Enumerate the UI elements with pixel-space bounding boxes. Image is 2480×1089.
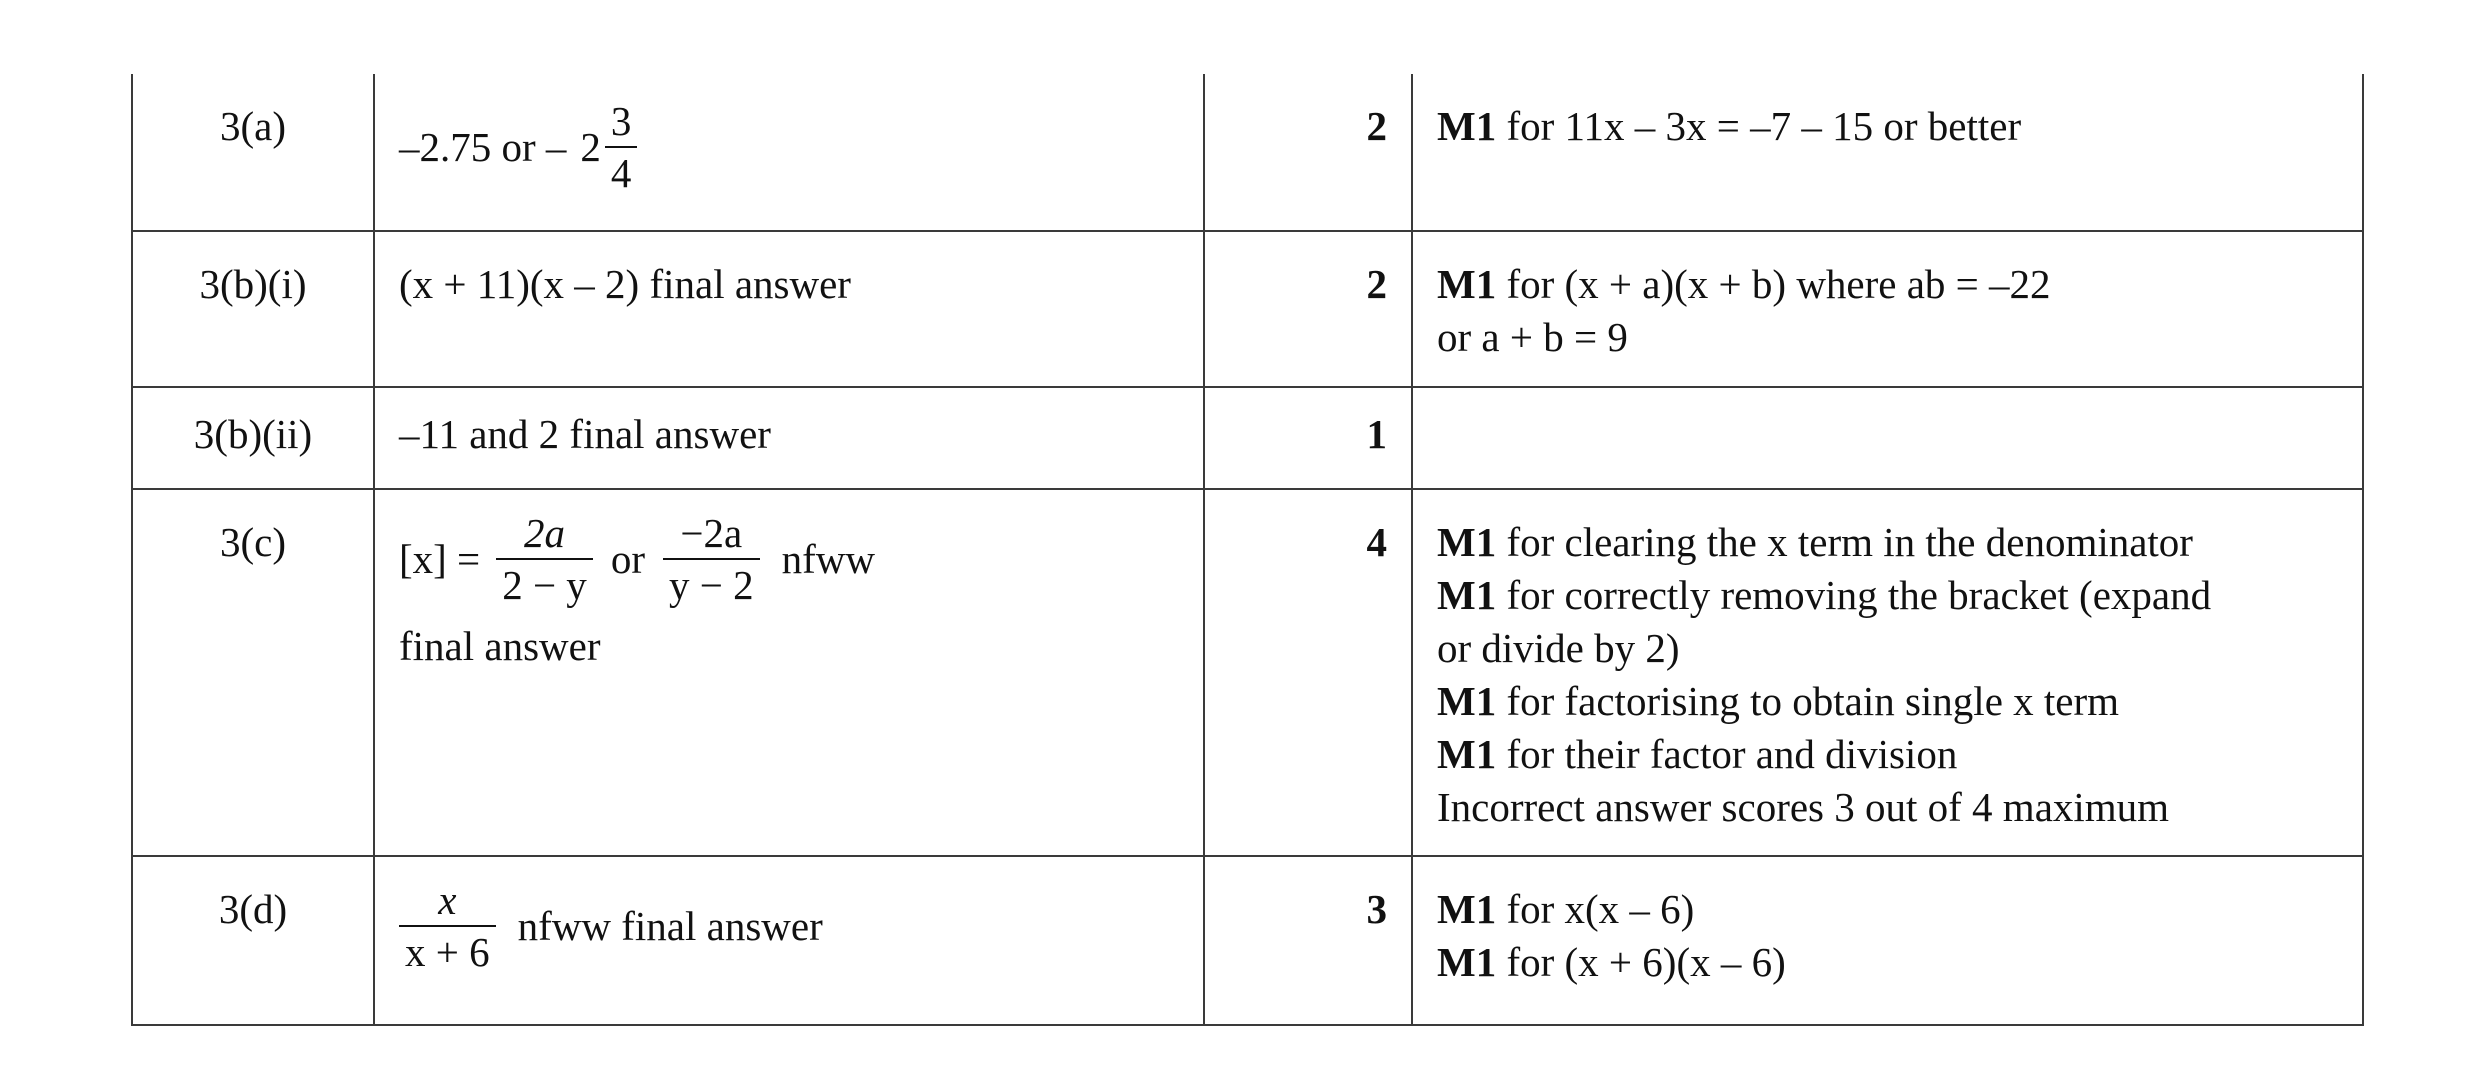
answer-text: [375, 490, 1203, 673]
answer-line-2: final answer: [399, 623, 601, 669]
table-row: [132, 74, 2363, 231]
answer-text: (x + 11)(x – 2) final answer: [399, 261, 851, 307]
guidance-line-text: for clearing the x term in the denominator: [1496, 519, 2193, 565]
marks-value: 1: [1366, 411, 1387, 457]
fraction-numerator: 2a: [524, 510, 565, 556]
marks-cell: [1204, 231, 1412, 387]
answer-expression: [399, 508, 875, 610]
guidance-line: [1437, 728, 2340, 781]
question-number: 3(c): [219, 519, 286, 565]
fraction: [399, 875, 496, 977]
m1-label: M1: [1437, 731, 1497, 777]
guidance-text: [1413, 232, 2362, 364]
mark-scheme-table: [131, 74, 2364, 1026]
guidance-line-text: for 11x – 3x = –7 – 15 or better: [1496, 103, 2022, 149]
question-cell: [132, 856, 374, 1025]
fraction-denominator: y − 2: [663, 558, 760, 610]
fraction-denominator: 4: [605, 146, 638, 198]
answer-text: [375, 74, 1203, 198]
guidance-line-text: for x(x – 6): [1496, 886, 1695, 932]
fraction: [496, 508, 593, 610]
question-number: 3(a): [219, 103, 286, 149]
guidance-line: [1437, 936, 2340, 989]
guidance-line: [1437, 781, 2340, 834]
table-row: [132, 489, 2363, 856]
question-cell: [132, 489, 374, 856]
answer-text: [375, 857, 1203, 977]
answer-cell: [374, 74, 1204, 231]
answer-lhs: [x] =: [399, 535, 481, 582]
answer-suffix: nfww: [781, 535, 875, 582]
question-number: 3(b)(i): [199, 261, 307, 307]
fraction-numerator: x: [438, 877, 457, 923]
fraction: [663, 508, 760, 610]
guidance-line: [1437, 516, 2340, 569]
guidance-line-text: for correctly removing the bracket (expand: [1496, 572, 2212, 618]
table-row: [132, 856, 2363, 1025]
answer-prefix: –2.75 or –: [399, 123, 567, 170]
marks-cell: [1204, 489, 1412, 856]
m1-label: M1: [1437, 678, 1497, 724]
m1-label: M1: [1437, 103, 1497, 149]
question-number: 3(d): [218, 886, 288, 932]
question-number: 3(b)(ii): [193, 411, 313, 457]
marks-cell: [1204, 856, 1412, 1025]
answer-expression: [399, 96, 645, 198]
fraction-numerator: −2a: [680, 510, 743, 556]
m1-label: M1: [1437, 519, 1497, 565]
answer-expression: [399, 875, 823, 977]
guidance-line-text: Incorrect answer scores 3 out of 4 maximum: [1437, 784, 2170, 830]
fraction: [605, 96, 638, 198]
guidance-line-text: for (x + a)(x + b) where ab = –22: [1496, 261, 2051, 307]
m1-label: M1: [1437, 572, 1497, 618]
guidance-line: [1437, 258, 2340, 311]
guidance-line-text: or divide by 2): [1437, 625, 1680, 671]
fraction-denominator: x + 6: [399, 925, 496, 977]
guidance-text: [1413, 857, 2362, 989]
guidance-line: [1437, 675, 2340, 728]
guidance-text: [1413, 490, 2362, 834]
table-row: [132, 387, 2363, 489]
guidance-line-text: for (x + 6)(x – 6): [1496, 939, 1786, 985]
answer-text: –11 and 2 final answer: [399, 411, 771, 457]
marks-cell: [1204, 387, 1412, 489]
answer-or: or: [610, 535, 645, 582]
m1-label: M1: [1437, 261, 1497, 307]
mixed-whole: 2: [580, 123, 601, 170]
guidance-line: [1437, 883, 2340, 936]
guidance-cell: [1412, 489, 2363, 856]
guidance-line-text: for their factor and division: [1496, 731, 1958, 777]
m1-label: M1: [1437, 939, 1497, 985]
fraction-numerator: 3: [610, 98, 632, 144]
answer-cell: [374, 856, 1204, 1025]
marks-value: 2: [1366, 103, 1387, 149]
guidance-line: [1437, 311, 2340, 364]
answer-cell: [374, 231, 1204, 387]
question-cell: [132, 74, 374, 231]
guidance-text: [1413, 74, 2362, 153]
answer-cell: [374, 387, 1204, 489]
m1-label: M1: [1437, 886, 1497, 932]
fraction-denominator: 2 − y: [496, 558, 593, 610]
guidance-line: [1437, 569, 2340, 622]
answer-suffix: nfww final answer: [517, 902, 823, 949]
marks-value: 3: [1366, 886, 1387, 932]
guidance-line: [1437, 622, 2340, 675]
guidance-line: [1437, 100, 2340, 153]
guidance-cell: [1412, 856, 2363, 1025]
guidance-line-text: for factorising to obtain single x term: [1496, 678, 2120, 724]
marks-value: 4: [1366, 519, 1387, 565]
guidance-cell: [1412, 387, 2363, 489]
guidance-cell: [1412, 74, 2363, 231]
guidance-cell: [1412, 231, 2363, 387]
marks-cell: [1204, 74, 1412, 231]
marks-value: 2: [1366, 261, 1387, 307]
answer-cell: [374, 489, 1204, 856]
guidance-line-text: or a + b = 9: [1437, 314, 1628, 360]
table-row: [132, 231, 2363, 387]
question-cell: [132, 387, 374, 489]
question-cell: [132, 231, 374, 387]
